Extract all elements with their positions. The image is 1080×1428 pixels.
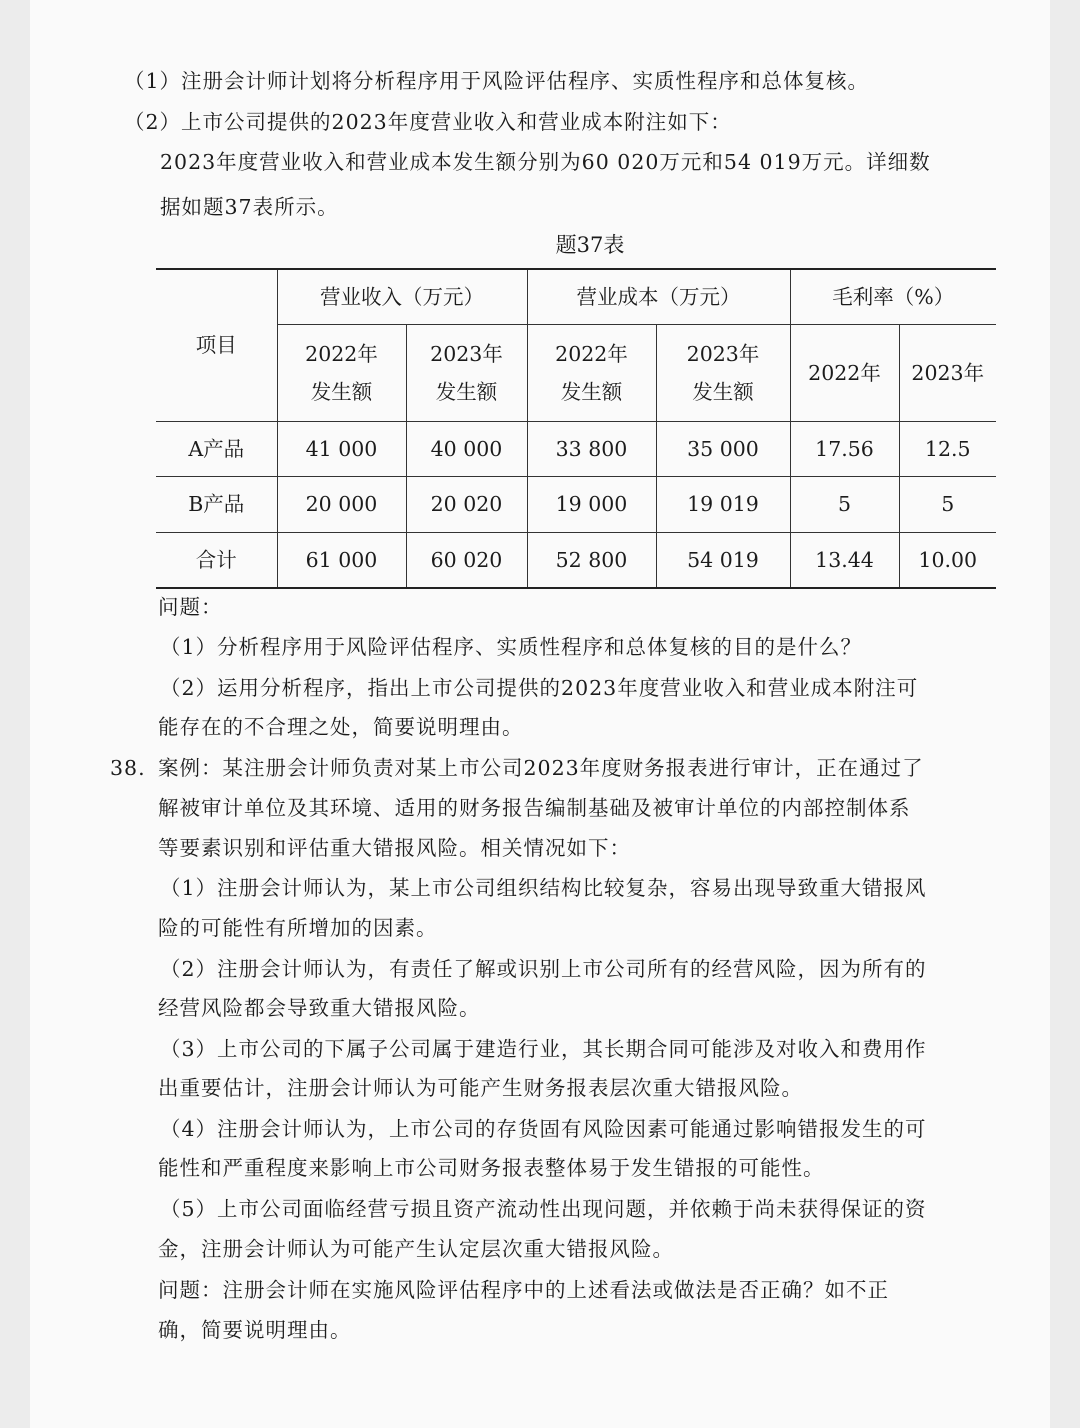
row-label: B产品 xyxy=(156,476,277,532)
table-cell: 33 800 xyxy=(527,421,656,476)
text-line: 问题： xyxy=(158,595,223,619)
question-number: 38. xyxy=(110,756,146,780)
text-line: （2）上市公司提供的2023年度营业收入和营业成本附注如下： xyxy=(124,110,732,134)
row-label: A产品 xyxy=(156,421,277,476)
data-table xyxy=(156,268,996,589)
text-line: 金，注册会计师认为可能产生认定层次重大错报风险。 xyxy=(158,1237,674,1261)
table-cell: 60 020 xyxy=(406,532,527,588)
table-cell: 61 000 xyxy=(277,532,406,588)
text-line: 2023年度营业收入和营业成本发生额分别为60 020万元和54 019万元。详细数 xyxy=(160,150,931,174)
table-cell: 5 xyxy=(899,476,996,532)
text-line: 等要素识别和评估重大错报风险。相关情况如下： xyxy=(158,836,631,860)
text-line: （1）注册会计师认为，某上市公司组织结构比较复杂，容易出现导致重大错报风 xyxy=(160,876,927,900)
table-cell: 12.5 xyxy=(899,421,996,476)
table-row xyxy=(156,421,996,476)
table-row xyxy=(156,532,996,588)
table-cell: 40 000 xyxy=(406,421,527,476)
sub-header: 2022年 xyxy=(790,324,899,421)
group-header: 毛利率（%） xyxy=(790,269,996,324)
table-cell: 35 000 xyxy=(656,421,790,476)
text-line: 问题：注册会计师在实施风险评估程序中的上述看法或做法是否正确？如不正 xyxy=(158,1278,889,1302)
sub-header: 2022年 发生额 xyxy=(527,324,656,421)
table-cell: 19 000 xyxy=(527,476,656,532)
table-cell: 5 xyxy=(790,476,899,532)
text-line: （1）分析程序用于风险评估程序、实质性程序和总体复核的目的是什么？ xyxy=(160,635,863,659)
text-line: 解被审计单位及其环境、适用的财务报告编制基础及被审计单位的内部控制体系 xyxy=(158,796,911,820)
sub-header: 2023年 xyxy=(899,324,996,421)
text-line: （5）上市公司面临经营亏损且资产流动性出现问题，并依赖于尚未获得保证的资 xyxy=(160,1197,927,1221)
table-cell: 20 000 xyxy=(277,476,406,532)
text-line: （4）注册会计师认为，上市公司的存货固有风险因素可能通过影响错报发生的可 xyxy=(160,1117,927,1141)
text-line: 出重要估计，注册会计师认为可能产生财务报表层次重大错报风险。 xyxy=(158,1076,803,1100)
row-label: 合计 xyxy=(156,532,277,588)
table-cell: 52 800 xyxy=(527,532,656,588)
text-line: （1）注册会计师计划将分析程序用于风险评估程序、实质性程序和总体复核。 xyxy=(124,69,870,93)
text-line: 能存在的不合理之处，简要说明理由。 xyxy=(158,715,524,739)
text-line: （2）运用分析程序，指出上市公司提供的2023年度营业收入和营业成本附注可 xyxy=(160,676,919,700)
text-line: 确，简要说明理由。 xyxy=(158,1318,352,1342)
table-cell: 17.56 xyxy=(790,421,899,476)
text-line: 案例：某注册会计师负责对某上市公司2023年度财务报表进行审计，正在通过了 xyxy=(158,756,924,780)
table-cell: 19 019 xyxy=(656,476,790,532)
sub-header: 2022年 发生额 xyxy=(277,324,406,421)
table-row xyxy=(156,476,996,532)
item-header: 项目 xyxy=(156,269,277,421)
sub-header: 2023年 发生额 xyxy=(656,324,790,421)
text-line: （3）上市公司的下属子公司属于建造行业，其长期合同可能涉及对收入和费用作 xyxy=(160,1037,927,1061)
group-header: 营业收入（万元） xyxy=(277,269,527,324)
text-line: 能性和严重程度来影响上市公司财务报表整体易于发生错报的可能性。 xyxy=(158,1156,825,1180)
table-cell: 54 019 xyxy=(656,532,790,588)
group-header: 营业成本（万元） xyxy=(527,269,790,324)
text-line: 险的可能性有所增加的因素。 xyxy=(158,916,438,940)
text-line: 经营风险都会导致重大错报风险。 xyxy=(158,996,481,1020)
table-cell: 20 020 xyxy=(406,476,527,532)
text-line: 据如题37表所示。 xyxy=(160,195,339,219)
table-cell: 41 000 xyxy=(277,421,406,476)
table-cell: 10.00 xyxy=(899,532,996,588)
text-line: （2）注册会计师认为，有责任了解或识别上市公司所有的经营风险，因为所有的 xyxy=(160,957,927,981)
sub-header: 2023年 发生额 xyxy=(406,324,527,421)
table-cell: 13.44 xyxy=(790,532,899,588)
table-caption: 题37表 xyxy=(555,233,625,257)
